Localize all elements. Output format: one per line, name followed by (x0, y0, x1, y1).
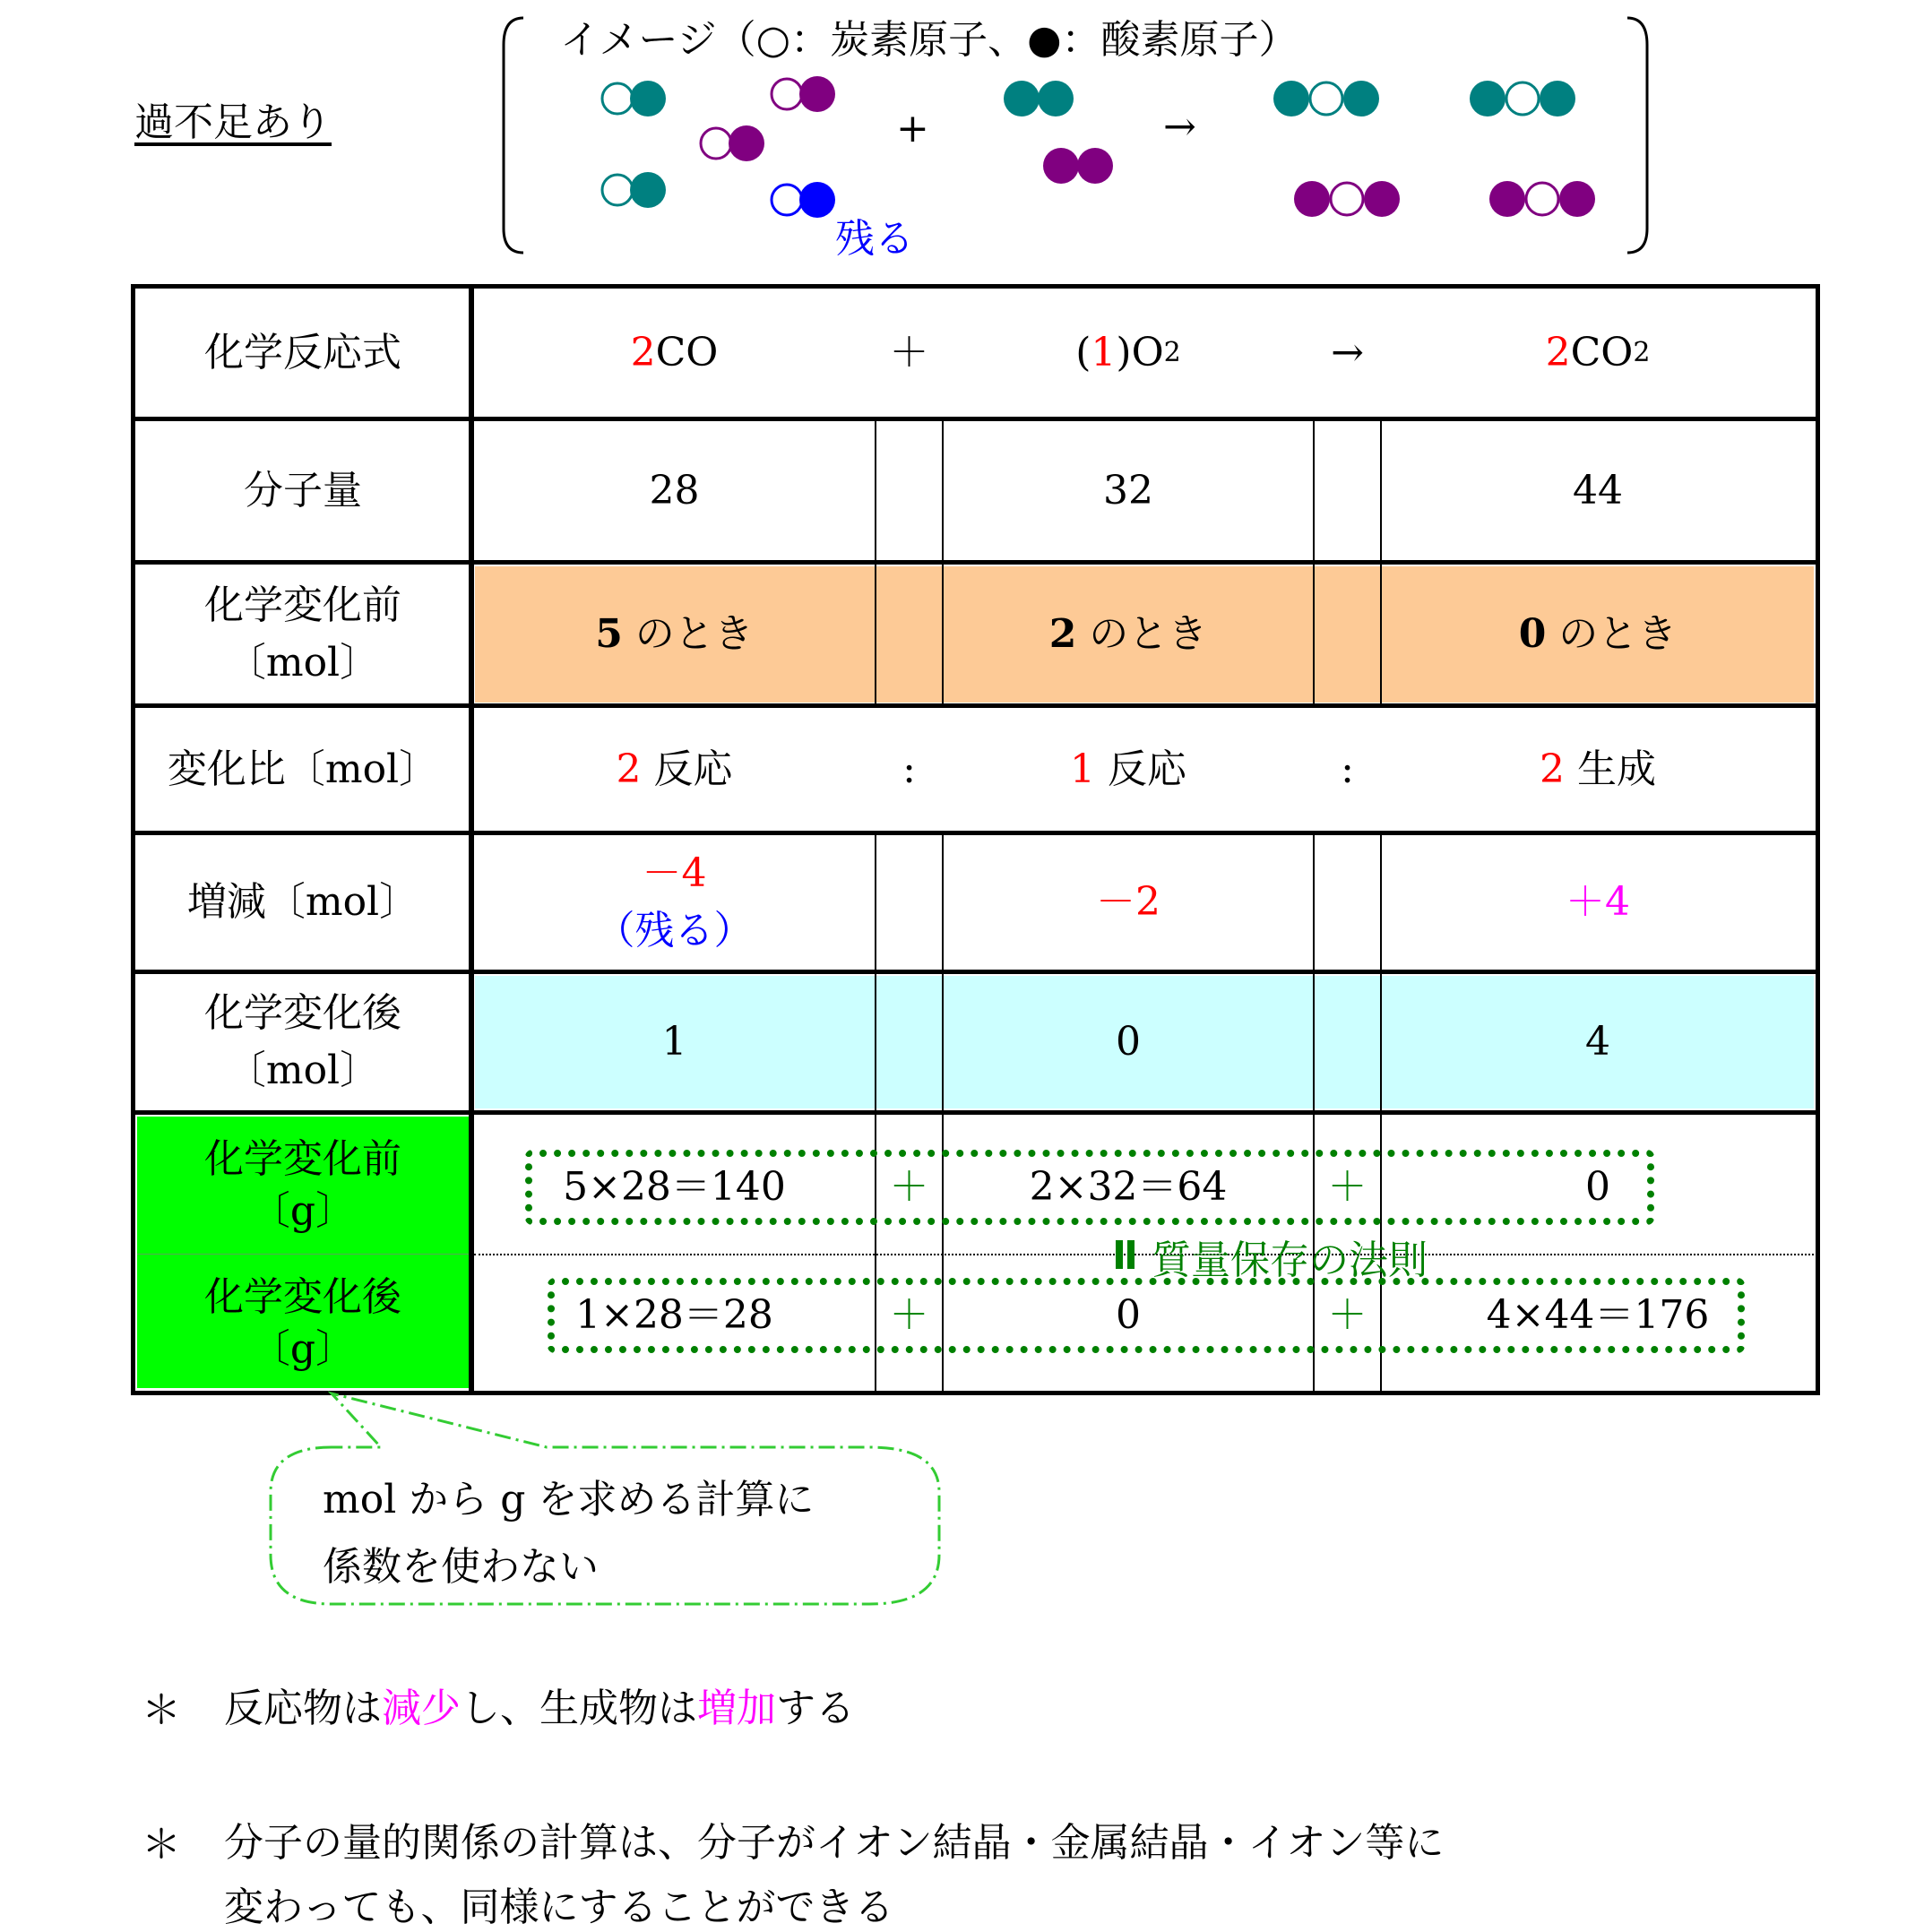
ratio-o2-word: 反応 (1095, 746, 1186, 792)
equation-label: 化学反応式 (204, 329, 401, 375)
equation-plus: ＋ (889, 329, 929, 375)
co-coefficient: 2 (630, 329, 656, 375)
ratio-label: 変化比〔mol〕 (167, 746, 439, 792)
after-g-o2: 0 (1116, 1292, 1141, 1339)
image-caption: イメージ（○：炭素原子、●：酸素原子） (560, 17, 1298, 63)
column-divider (1313, 421, 1315, 560)
gram-row-divider (474, 1254, 1814, 1255)
equation-co (474, 289, 875, 417)
co-molecule (772, 76, 835, 112)
molecular-mass-o2: 32 (1103, 467, 1153, 513)
after-mol-o2: 0 (1116, 1019, 1141, 1065)
co-molecule (701, 125, 764, 161)
molecular-mass-co: 28 (649, 467, 700, 513)
image-plus: + (896, 106, 929, 151)
equals-icon-bar (1127, 1240, 1135, 1269)
after-g-co: 1×28＝28 (575, 1292, 773, 1339)
equation-o2 (944, 289, 1313, 417)
gram-label-divider (137, 1254, 469, 1255)
before-mol-co2 (1382, 565, 1814, 703)
molecular-mass-label: 分子量 (244, 467, 362, 513)
before-g-plus: ＋ (1327, 1164, 1368, 1211)
before-g-o2: 2×32＝64 (1029, 1164, 1228, 1211)
o2-coefficient: 1 (1091, 329, 1117, 375)
after-mol-label-line1: 化学変化後 (204, 990, 401, 1037)
o2-formula: O (1131, 329, 1164, 375)
before-mol-o2-suffix: のとき (1076, 610, 1208, 657)
co-formula: CO (655, 329, 719, 375)
before-mol-label-line1: 化学変化前 (204, 582, 401, 628)
note-1-part: 反応物は (224, 1686, 382, 1731)
after-mol-label-line2: 〔mol〕 (226, 1048, 380, 1093)
ratio-co (474, 708, 875, 831)
co2-molecule (1273, 81, 1379, 116)
ratio-co2-number: 2 (1540, 746, 1565, 792)
note-1-decrease: 減少 (382, 1686, 461, 1731)
after-g-plus: ＋ (889, 1292, 929, 1339)
ratio-separator: : (1341, 746, 1354, 792)
before-mol-label (137, 565, 469, 703)
ratio-co2-word: 生成 (1565, 746, 1656, 792)
note-1-increase: 増加 (697, 1686, 776, 1731)
before-g-label-line2: 〔g〕 (250, 1187, 356, 1234)
after-g-label (137, 1255, 469, 1391)
callout-line1: mol から g を求める計算に (323, 1477, 815, 1522)
column-divider (1313, 974, 1315, 1110)
ratio-co2 (1382, 708, 1814, 831)
change-co-note: （残る） (595, 908, 754, 953)
change-co (474, 835, 875, 970)
before-g-plus: ＋ (889, 1164, 929, 1211)
column-divider (875, 565, 876, 703)
leftover-co-molecule (772, 182, 835, 218)
after-g-label-line1: 化学変化後 (204, 1274, 401, 1321)
row-divider (133, 1110, 1817, 1115)
equation-arrow: → (1331, 329, 1364, 375)
change-o2: －2 (1096, 879, 1160, 926)
after-mol-label (137, 974, 469, 1110)
after-g-co2: 4×44＝176 (1486, 1292, 1710, 1339)
co-molecule (602, 172, 666, 208)
co2-coefficient: 2 (1545, 329, 1571, 375)
molecule-illustration (582, 63, 1631, 269)
change-co2: ＋4 (1566, 879, 1630, 926)
o2-paren-close: ) (1116, 329, 1132, 375)
equals-icon (1116, 1240, 1123, 1269)
before-mol-co (474, 565, 875, 703)
after-g-label-line2: 〔g〕 (250, 1325, 356, 1372)
ratio-o2-number: 1 (1070, 746, 1095, 792)
co2-molecule (1470, 81, 1575, 116)
co2-molecule (1294, 181, 1400, 217)
note-2-line1: 分子の量的関係の計算は、分子がイオン結晶・金属結晶・イオン等に (224, 1820, 1445, 1866)
co2-molecule (1489, 181, 1595, 217)
ratio-co-word: 反応 (641, 746, 733, 792)
before-mol-co-suffix: のとき (622, 610, 754, 657)
change-co-value: －4 (642, 850, 707, 897)
equation-co2 (1382, 289, 1814, 417)
after-g-plus: ＋ (1327, 1292, 1368, 1339)
before-g-label (137, 1117, 469, 1254)
mass-conservation-label: 質量保存の法則 (1152, 1238, 1428, 1283)
o2-molecule (1004, 81, 1074, 116)
co2-formula: CO (1570, 329, 1634, 375)
column-divider (1313, 835, 1315, 970)
change-label: 増減〔mol〕 (186, 879, 419, 926)
before-mol-o2 (944, 565, 1313, 703)
co-molecule (602, 81, 666, 116)
callout-line2: 係数を使わない (323, 1544, 599, 1590)
column-divider (875, 835, 876, 970)
before-mol-label-line2: 〔mol〕 (226, 639, 380, 686)
note-bullet: ＊ (142, 1822, 181, 1867)
ratio-o2 (944, 708, 1313, 831)
leftover-label: 残る (835, 216, 914, 262)
co2-subscript: 2 (1633, 336, 1651, 368)
left-bracket (504, 18, 523, 253)
before-g-label-line1: 化学変化前 (204, 1136, 401, 1183)
molecular-mass-co2: 44 (1573, 467, 1623, 513)
before-mol-co2-value: 0 (1518, 610, 1547, 657)
note-bullet: ＊ (142, 1687, 181, 1733)
note-1-part: し、生成物は (461, 1686, 697, 1731)
o2-molecule (1043, 148, 1113, 184)
column-divider (875, 421, 876, 560)
before-g-co: 5×28＝140 (563, 1164, 786, 1211)
before-mol-o2-value: 2 (1048, 610, 1077, 657)
ratio-separator: : (902, 746, 916, 792)
note-2-line2: 変わっても、同様にすることができる (224, 1885, 894, 1930)
note-1 (224, 1676, 855, 1733)
image-arrow: → (1163, 104, 1196, 150)
column-divider (1313, 565, 1315, 703)
before-g-co2: 0 (1585, 1164, 1610, 1211)
page-heading: 過不足あり (134, 99, 332, 145)
before-mol-co2-suffix: のとき (1546, 610, 1678, 657)
o2-paren-open: ( (1075, 329, 1091, 375)
after-mol-co: 1 (661, 1019, 687, 1065)
note-1-part: する (776, 1686, 855, 1731)
ratio-co-number: 2 (616, 746, 642, 792)
column-divider (875, 974, 876, 1110)
after-mol-co2: 4 (1585, 1019, 1610, 1065)
o2-subscript: 2 (1163, 336, 1181, 368)
before-mol-co-value: 5 (595, 610, 623, 657)
